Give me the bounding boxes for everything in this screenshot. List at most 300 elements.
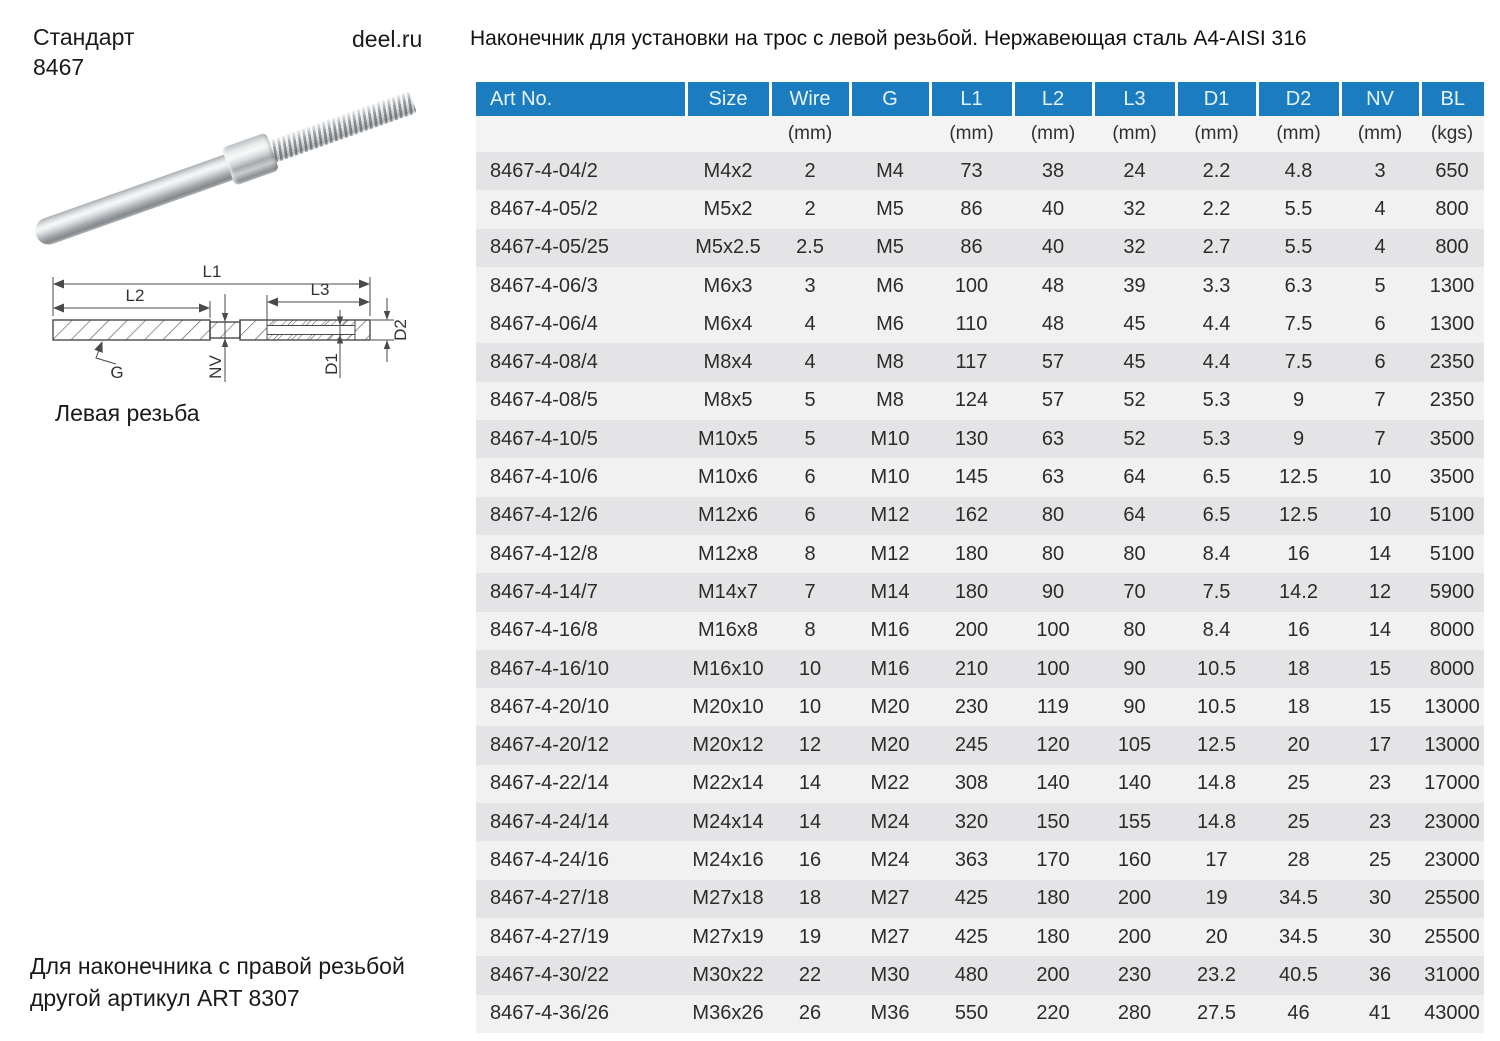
left-thread-note: Левая резьба bbox=[55, 400, 200, 426]
table-row bbox=[476, 841, 1484, 879]
value-cell: 6 bbox=[1340, 343, 1420, 381]
value-cell: 2 bbox=[770, 152, 850, 190]
value-cell: 1300 bbox=[1420, 267, 1484, 305]
value-cell: 24 bbox=[1093, 152, 1176, 190]
value-cell: 10.5 bbox=[1176, 688, 1257, 726]
value-cell: 170 bbox=[1013, 841, 1093, 879]
unit-cell: (mm) bbox=[1176, 116, 1257, 152]
spec-table bbox=[476, 82, 1484, 1033]
value-cell: 40 bbox=[1013, 190, 1093, 228]
value-cell: 17 bbox=[1340, 726, 1420, 764]
value-cell: 5.3 bbox=[1176, 382, 1257, 420]
value-cell: 70 bbox=[1093, 573, 1176, 611]
value-cell: M4 bbox=[850, 152, 930, 190]
col-header-l3: L3 bbox=[1093, 82, 1176, 116]
table-row bbox=[476, 726, 1484, 764]
value-cell: 200 bbox=[1093, 918, 1176, 956]
art-no-cell: 8467-4-27/19 bbox=[476, 918, 686, 956]
value-cell: 425 bbox=[930, 880, 1013, 918]
value-cell: 10 bbox=[770, 650, 850, 688]
value-cell: 4.8 bbox=[1257, 152, 1340, 190]
value-cell: 308 bbox=[930, 765, 1013, 803]
value-cell: M6x3 bbox=[686, 267, 770, 305]
col-header-bl: BL bbox=[1420, 82, 1484, 116]
value-cell: 25500 bbox=[1420, 918, 1484, 956]
right-thread-note-line1: Для наконечника с правой резьбой bbox=[30, 953, 405, 979]
value-cell: 5 bbox=[1340, 267, 1420, 305]
table-row bbox=[476, 688, 1484, 726]
value-cell: 2.5 bbox=[770, 229, 850, 267]
unit-cell bbox=[850, 116, 930, 152]
table-row bbox=[476, 880, 1484, 918]
value-cell: 25500 bbox=[1420, 880, 1484, 918]
art-no-cell: 8467-4-20/12 bbox=[476, 726, 686, 764]
value-cell: 3.3 bbox=[1176, 267, 1257, 305]
value-cell: 363 bbox=[930, 841, 1013, 879]
unit-cell: (mm) bbox=[770, 116, 850, 152]
art-no-cell: 8467-4-08/5 bbox=[476, 382, 686, 420]
value-cell: 105 bbox=[1093, 726, 1176, 764]
value-cell: 5900 bbox=[1420, 573, 1484, 611]
value-cell: 7.5 bbox=[1257, 343, 1340, 381]
value-cell: 155 bbox=[1093, 803, 1176, 841]
right-thread-note bbox=[30, 950, 405, 1014]
value-cell: 140 bbox=[1013, 765, 1093, 803]
col-header-d2: D2 bbox=[1257, 82, 1340, 116]
value-cell: 12.5 bbox=[1176, 726, 1257, 764]
value-cell: 32 bbox=[1093, 229, 1176, 267]
value-cell: 230 bbox=[1093, 956, 1176, 994]
diagram-bore bbox=[267, 326, 355, 335]
value-cell: 650 bbox=[1420, 152, 1484, 190]
value-cell: 9 bbox=[1257, 382, 1340, 420]
value-cell: M5 bbox=[850, 190, 930, 228]
value-cell: 117 bbox=[930, 343, 1013, 381]
value-cell: 2350 bbox=[1420, 343, 1484, 381]
table-row bbox=[476, 343, 1484, 381]
value-cell: 20 bbox=[1257, 726, 1340, 764]
value-cell: 100 bbox=[1013, 650, 1093, 688]
unit-cell: (mm) bbox=[930, 116, 1013, 152]
value-cell: 15 bbox=[1340, 650, 1420, 688]
value-cell: 2.2 bbox=[1176, 190, 1257, 228]
art-no-cell: 8467-4-06/3 bbox=[476, 267, 686, 305]
value-cell: 320 bbox=[930, 803, 1013, 841]
value-cell: 80 bbox=[1093, 612, 1176, 650]
col-header-wire: Wire bbox=[770, 82, 850, 116]
unit-cell bbox=[686, 116, 770, 152]
table-row bbox=[476, 803, 1484, 841]
stud-threaded-rod bbox=[267, 91, 417, 163]
value-cell: 220 bbox=[1013, 995, 1093, 1033]
value-cell: 19 bbox=[770, 918, 850, 956]
value-cell: 150 bbox=[1013, 803, 1093, 841]
table-row bbox=[476, 956, 1484, 994]
value-cell: 480 bbox=[930, 956, 1013, 994]
value-cell: 5 bbox=[770, 420, 850, 458]
swage-stud-image bbox=[29, 81, 423, 254]
value-cell: 90 bbox=[1093, 650, 1176, 688]
units-row bbox=[476, 116, 1484, 152]
value-cell: M22 bbox=[850, 765, 930, 803]
value-cell: M20 bbox=[850, 688, 930, 726]
value-cell: 2350 bbox=[1420, 382, 1484, 420]
value-cell: 6 bbox=[770, 458, 850, 496]
table-row bbox=[476, 650, 1484, 688]
value-cell: 200 bbox=[1093, 880, 1176, 918]
value-cell: 41 bbox=[1340, 995, 1420, 1033]
value-cell: 46 bbox=[1257, 995, 1340, 1033]
value-cell: 14 bbox=[770, 803, 850, 841]
value-cell: M5x2 bbox=[686, 190, 770, 228]
table-row bbox=[476, 382, 1484, 420]
value-cell: 8.4 bbox=[1176, 535, 1257, 573]
value-cell: 52 bbox=[1093, 420, 1176, 458]
art-no-cell: 8467-4-10/6 bbox=[476, 458, 686, 496]
value-cell: 6 bbox=[770, 497, 850, 535]
value-cell: 13000 bbox=[1420, 688, 1484, 726]
art-no-cell: 8467-4-10/5 bbox=[476, 420, 686, 458]
dim-label-l1: L1 bbox=[202, 262, 222, 281]
art-no-cell: 8467-4-27/18 bbox=[476, 880, 686, 918]
value-cell: 8 bbox=[770, 535, 850, 573]
value-cell: 162 bbox=[930, 497, 1013, 535]
value-cell: M10 bbox=[850, 420, 930, 458]
value-cell: 36 bbox=[1340, 956, 1420, 994]
table-body bbox=[476, 152, 1484, 1033]
table-row bbox=[476, 152, 1484, 190]
value-cell: 10.5 bbox=[1176, 650, 1257, 688]
value-cell: 64 bbox=[1093, 458, 1176, 496]
value-cell: 3500 bbox=[1420, 458, 1484, 496]
value-cell: 18 bbox=[1257, 688, 1340, 726]
art-no-cell: 8467-4-30/22 bbox=[476, 956, 686, 994]
value-cell: M27 bbox=[850, 880, 930, 918]
table-row bbox=[476, 535, 1484, 573]
value-cell: 64 bbox=[1093, 497, 1176, 535]
value-cell: 57 bbox=[1013, 343, 1093, 381]
value-cell: 25 bbox=[1340, 841, 1420, 879]
value-cell: 48 bbox=[1013, 267, 1093, 305]
value-cell: 4 bbox=[770, 343, 850, 381]
value-cell: 180 bbox=[1013, 880, 1093, 918]
value-cell: 119 bbox=[1013, 688, 1093, 726]
value-cell: 7 bbox=[1340, 420, 1420, 458]
value-cell: M6 bbox=[850, 267, 930, 305]
table-row bbox=[476, 995, 1484, 1033]
value-cell: 25 bbox=[1257, 803, 1340, 841]
value-cell: M12x6 bbox=[686, 497, 770, 535]
value-cell: 210 bbox=[930, 650, 1013, 688]
value-cell: 4 bbox=[1340, 190, 1420, 228]
site-link[interactable]: deel.ru bbox=[352, 26, 423, 52]
value-cell: 63 bbox=[1013, 420, 1093, 458]
value-cell: 7 bbox=[1340, 382, 1420, 420]
dimension-diagram bbox=[40, 260, 440, 410]
standard-block bbox=[33, 22, 134, 82]
value-cell: M10 bbox=[850, 458, 930, 496]
art-no-cell: 8467-4-24/14 bbox=[476, 803, 686, 841]
value-cell: M24x16 bbox=[686, 841, 770, 879]
value-cell: M24 bbox=[850, 841, 930, 879]
value-cell: 22 bbox=[770, 956, 850, 994]
value-cell: 19 bbox=[1176, 880, 1257, 918]
table-row bbox=[476, 497, 1484, 535]
table-row bbox=[476, 765, 1484, 803]
value-cell: M6 bbox=[850, 305, 930, 343]
value-cell: 48 bbox=[1013, 305, 1093, 343]
art-no-cell: 8467-4-12/6 bbox=[476, 497, 686, 535]
value-cell: M16x10 bbox=[686, 650, 770, 688]
value-cell: 5 bbox=[770, 382, 850, 420]
value-cell: 8000 bbox=[1420, 650, 1484, 688]
value-cell: M30x22 bbox=[686, 956, 770, 994]
dim-label-l2: L2 bbox=[125, 286, 145, 305]
value-cell: 14 bbox=[1340, 535, 1420, 573]
value-cell: 7.5 bbox=[1176, 573, 1257, 611]
value-cell: 230 bbox=[930, 688, 1013, 726]
value-cell: M4x2 bbox=[686, 152, 770, 190]
art-no-cell: 8467-4-16/10 bbox=[476, 650, 686, 688]
table-row bbox=[476, 190, 1484, 228]
value-cell: 180 bbox=[930, 573, 1013, 611]
value-cell: 80 bbox=[1013, 535, 1093, 573]
value-cell: M12x8 bbox=[686, 535, 770, 573]
value-cell: 16 bbox=[770, 841, 850, 879]
value-cell: 63 bbox=[1013, 458, 1093, 496]
art-no-cell: 8467-4-05/2 bbox=[476, 190, 686, 228]
value-cell: 800 bbox=[1420, 190, 1484, 228]
col-header-g: G bbox=[850, 82, 930, 116]
value-cell: 27.5 bbox=[1176, 995, 1257, 1033]
value-cell: 14.8 bbox=[1176, 803, 1257, 841]
value-cell: 5.3 bbox=[1176, 420, 1257, 458]
value-cell: 6.5 bbox=[1176, 458, 1257, 496]
value-cell: 6 bbox=[1340, 305, 1420, 343]
page-title: Наконечник для установки на трос с левой резьбой. Нержавеющая сталь A4-AISI 316 bbox=[470, 27, 1307, 50]
table-row bbox=[476, 267, 1484, 305]
art-no-cell: 8467-4-36/26 bbox=[476, 995, 686, 1033]
value-cell: 18 bbox=[770, 880, 850, 918]
col-header-size: Size bbox=[686, 82, 770, 116]
value-cell: 2.2 bbox=[1176, 152, 1257, 190]
value-cell: M27x19 bbox=[686, 918, 770, 956]
value-cell: 12 bbox=[1340, 573, 1420, 611]
value-cell: 100 bbox=[1013, 612, 1093, 650]
unit-cell: (mm) bbox=[1257, 116, 1340, 152]
value-cell: M10x5 bbox=[686, 420, 770, 458]
art-no-cell: 8467-4-08/4 bbox=[476, 343, 686, 381]
table-row bbox=[476, 918, 1484, 956]
value-cell: 5100 bbox=[1420, 497, 1484, 535]
value-cell: 5100 bbox=[1420, 535, 1484, 573]
value-cell: 3 bbox=[770, 267, 850, 305]
value-cell: M20x12 bbox=[686, 726, 770, 764]
standard-label: Стандарт bbox=[33, 24, 135, 50]
value-cell: M36 bbox=[850, 995, 930, 1033]
value-cell: 3 bbox=[1340, 152, 1420, 190]
value-cell: M24 bbox=[850, 803, 930, 841]
value-cell: M12 bbox=[850, 497, 930, 535]
art-no-cell: 8467-4-20/10 bbox=[476, 688, 686, 726]
value-cell: 550 bbox=[930, 995, 1013, 1033]
value-cell: 5.5 bbox=[1257, 190, 1340, 228]
unit-cell bbox=[476, 116, 686, 152]
value-cell: 160 bbox=[1093, 841, 1176, 879]
value-cell: 34.5 bbox=[1257, 918, 1340, 956]
col-header-l1: L1 bbox=[930, 82, 1013, 116]
value-cell: 8.4 bbox=[1176, 612, 1257, 650]
value-cell: 425 bbox=[930, 918, 1013, 956]
col-header-l2: L2 bbox=[1013, 82, 1093, 116]
value-cell: 14 bbox=[1340, 612, 1420, 650]
value-cell: 23 bbox=[1340, 803, 1420, 841]
unit-cell: (kgs) bbox=[1420, 116, 1484, 152]
value-cell: 52 bbox=[1093, 382, 1176, 420]
value-cell: 12.5 bbox=[1257, 497, 1340, 535]
table-row bbox=[476, 229, 1484, 267]
value-cell: 14.8 bbox=[1176, 765, 1257, 803]
value-cell: 45 bbox=[1093, 343, 1176, 381]
value-cell: 43000 bbox=[1420, 995, 1484, 1033]
value-cell: 6.3 bbox=[1257, 267, 1340, 305]
value-cell: M14x7 bbox=[686, 573, 770, 611]
value-cell: 110 bbox=[930, 305, 1013, 343]
col-header-d1: D1 bbox=[1176, 82, 1257, 116]
art-no-cell: 8467-4-24/16 bbox=[476, 841, 686, 879]
value-cell: 180 bbox=[930, 535, 1013, 573]
value-cell: 1300 bbox=[1420, 305, 1484, 343]
value-cell: 5.5 bbox=[1257, 229, 1340, 267]
value-cell: 7.5 bbox=[1257, 305, 1340, 343]
table-row bbox=[476, 612, 1484, 650]
value-cell: 9 bbox=[1257, 420, 1340, 458]
value-cell: M36x26 bbox=[686, 995, 770, 1033]
art-no-cell: 8467-4-12/8 bbox=[476, 535, 686, 573]
value-cell: 130 bbox=[930, 420, 1013, 458]
dim-label-d2: D2 bbox=[391, 319, 410, 341]
value-cell: 18 bbox=[1257, 650, 1340, 688]
value-cell: 6.5 bbox=[1176, 497, 1257, 535]
art-no-cell: 8467-4-14/7 bbox=[476, 573, 686, 611]
value-cell: 3500 bbox=[1420, 420, 1484, 458]
value-cell: 14 bbox=[770, 765, 850, 803]
value-cell: 140 bbox=[1093, 765, 1176, 803]
value-cell: 10 bbox=[1340, 458, 1420, 496]
value-cell: 32 bbox=[1093, 190, 1176, 228]
value-cell: 14.2 bbox=[1257, 573, 1340, 611]
value-cell: 124 bbox=[930, 382, 1013, 420]
value-cell: 86 bbox=[930, 229, 1013, 267]
value-cell: 39 bbox=[1093, 267, 1176, 305]
value-cell: M20 bbox=[850, 726, 930, 764]
value-cell: 15 bbox=[1340, 688, 1420, 726]
value-cell: 31000 bbox=[1420, 956, 1484, 994]
value-cell: M8x5 bbox=[686, 382, 770, 420]
value-cell: M12 bbox=[850, 535, 930, 573]
value-cell: M5x2.5 bbox=[686, 229, 770, 267]
col-header-art-no: Art No. bbox=[476, 82, 686, 116]
value-cell: 30 bbox=[1340, 880, 1420, 918]
value-cell: M14 bbox=[850, 573, 930, 611]
value-cell: 86 bbox=[930, 190, 1013, 228]
value-cell: M27x18 bbox=[686, 880, 770, 918]
value-cell: M30 bbox=[850, 956, 930, 994]
value-cell: 23000 bbox=[1420, 803, 1484, 841]
value-cell: M10x6 bbox=[686, 458, 770, 496]
value-cell: 180 bbox=[1013, 918, 1093, 956]
value-cell: 90 bbox=[1013, 573, 1093, 611]
value-cell: 28 bbox=[1257, 841, 1340, 879]
value-cell: 38 bbox=[1013, 152, 1093, 190]
value-cell: 4.4 bbox=[1176, 343, 1257, 381]
value-cell: 13000 bbox=[1420, 726, 1484, 764]
table-row bbox=[476, 420, 1484, 458]
art-no-cell: 8467-4-22/14 bbox=[476, 765, 686, 803]
value-cell: 90 bbox=[1093, 688, 1176, 726]
table-row bbox=[476, 573, 1484, 611]
value-cell: 40 bbox=[1013, 229, 1093, 267]
value-cell: 73 bbox=[930, 152, 1013, 190]
dim-label-d1: D1 bbox=[322, 353, 341, 375]
value-cell: 200 bbox=[1013, 956, 1093, 994]
value-cell: 4 bbox=[1340, 229, 1420, 267]
value-cell: 20 bbox=[1176, 918, 1257, 956]
value-cell: 8 bbox=[770, 612, 850, 650]
value-cell: 10 bbox=[1340, 497, 1420, 535]
value-cell: M27 bbox=[850, 918, 930, 956]
value-cell: 4 bbox=[770, 305, 850, 343]
value-cell: 40.5 bbox=[1257, 956, 1340, 994]
value-cell: 245 bbox=[930, 726, 1013, 764]
value-cell: 120 bbox=[1013, 726, 1093, 764]
col-header-nv: NV bbox=[1340, 82, 1420, 116]
stud-smooth-tube bbox=[31, 154, 234, 248]
value-cell: 2.7 bbox=[1176, 229, 1257, 267]
unit-cell: (mm) bbox=[1340, 116, 1420, 152]
value-cell: 45 bbox=[1093, 305, 1176, 343]
value-cell: 80 bbox=[1093, 535, 1176, 573]
unit-cell: (mm) bbox=[1013, 116, 1093, 152]
value-cell: 145 bbox=[930, 458, 1013, 496]
value-cell: M8 bbox=[850, 343, 930, 381]
value-cell: 34.5 bbox=[1257, 880, 1340, 918]
product-photo bbox=[30, 76, 470, 254]
right-thread-note-line2: другой артикул ART 8307 bbox=[30, 985, 300, 1011]
value-cell: 7 bbox=[770, 573, 850, 611]
value-cell: M5 bbox=[850, 229, 930, 267]
standard-number: 8467 bbox=[33, 54, 85, 80]
value-cell: 80 bbox=[1013, 497, 1093, 535]
table-row bbox=[476, 458, 1484, 496]
value-cell: 8000 bbox=[1420, 612, 1484, 650]
diagram-thread-section bbox=[53, 320, 210, 340]
art-no-cell: 8467-4-06/4 bbox=[476, 305, 686, 343]
unit-cell: (mm) bbox=[1093, 116, 1176, 152]
dim-label-g: G bbox=[110, 363, 124, 382]
value-cell: 12.5 bbox=[1257, 458, 1340, 496]
art-no-cell: 8467-4-16/8 bbox=[476, 612, 686, 650]
value-cell: M8 bbox=[850, 382, 930, 420]
value-cell: 23.2 bbox=[1176, 956, 1257, 994]
value-cell: 4.4 bbox=[1176, 305, 1257, 343]
value-cell: 25 bbox=[1257, 765, 1340, 803]
value-cell: M6x4 bbox=[686, 305, 770, 343]
value-cell: M24x14 bbox=[686, 803, 770, 841]
value-cell: 23 bbox=[1340, 765, 1420, 803]
value-cell: 200 bbox=[930, 612, 1013, 650]
value-cell: 16 bbox=[1257, 612, 1340, 650]
